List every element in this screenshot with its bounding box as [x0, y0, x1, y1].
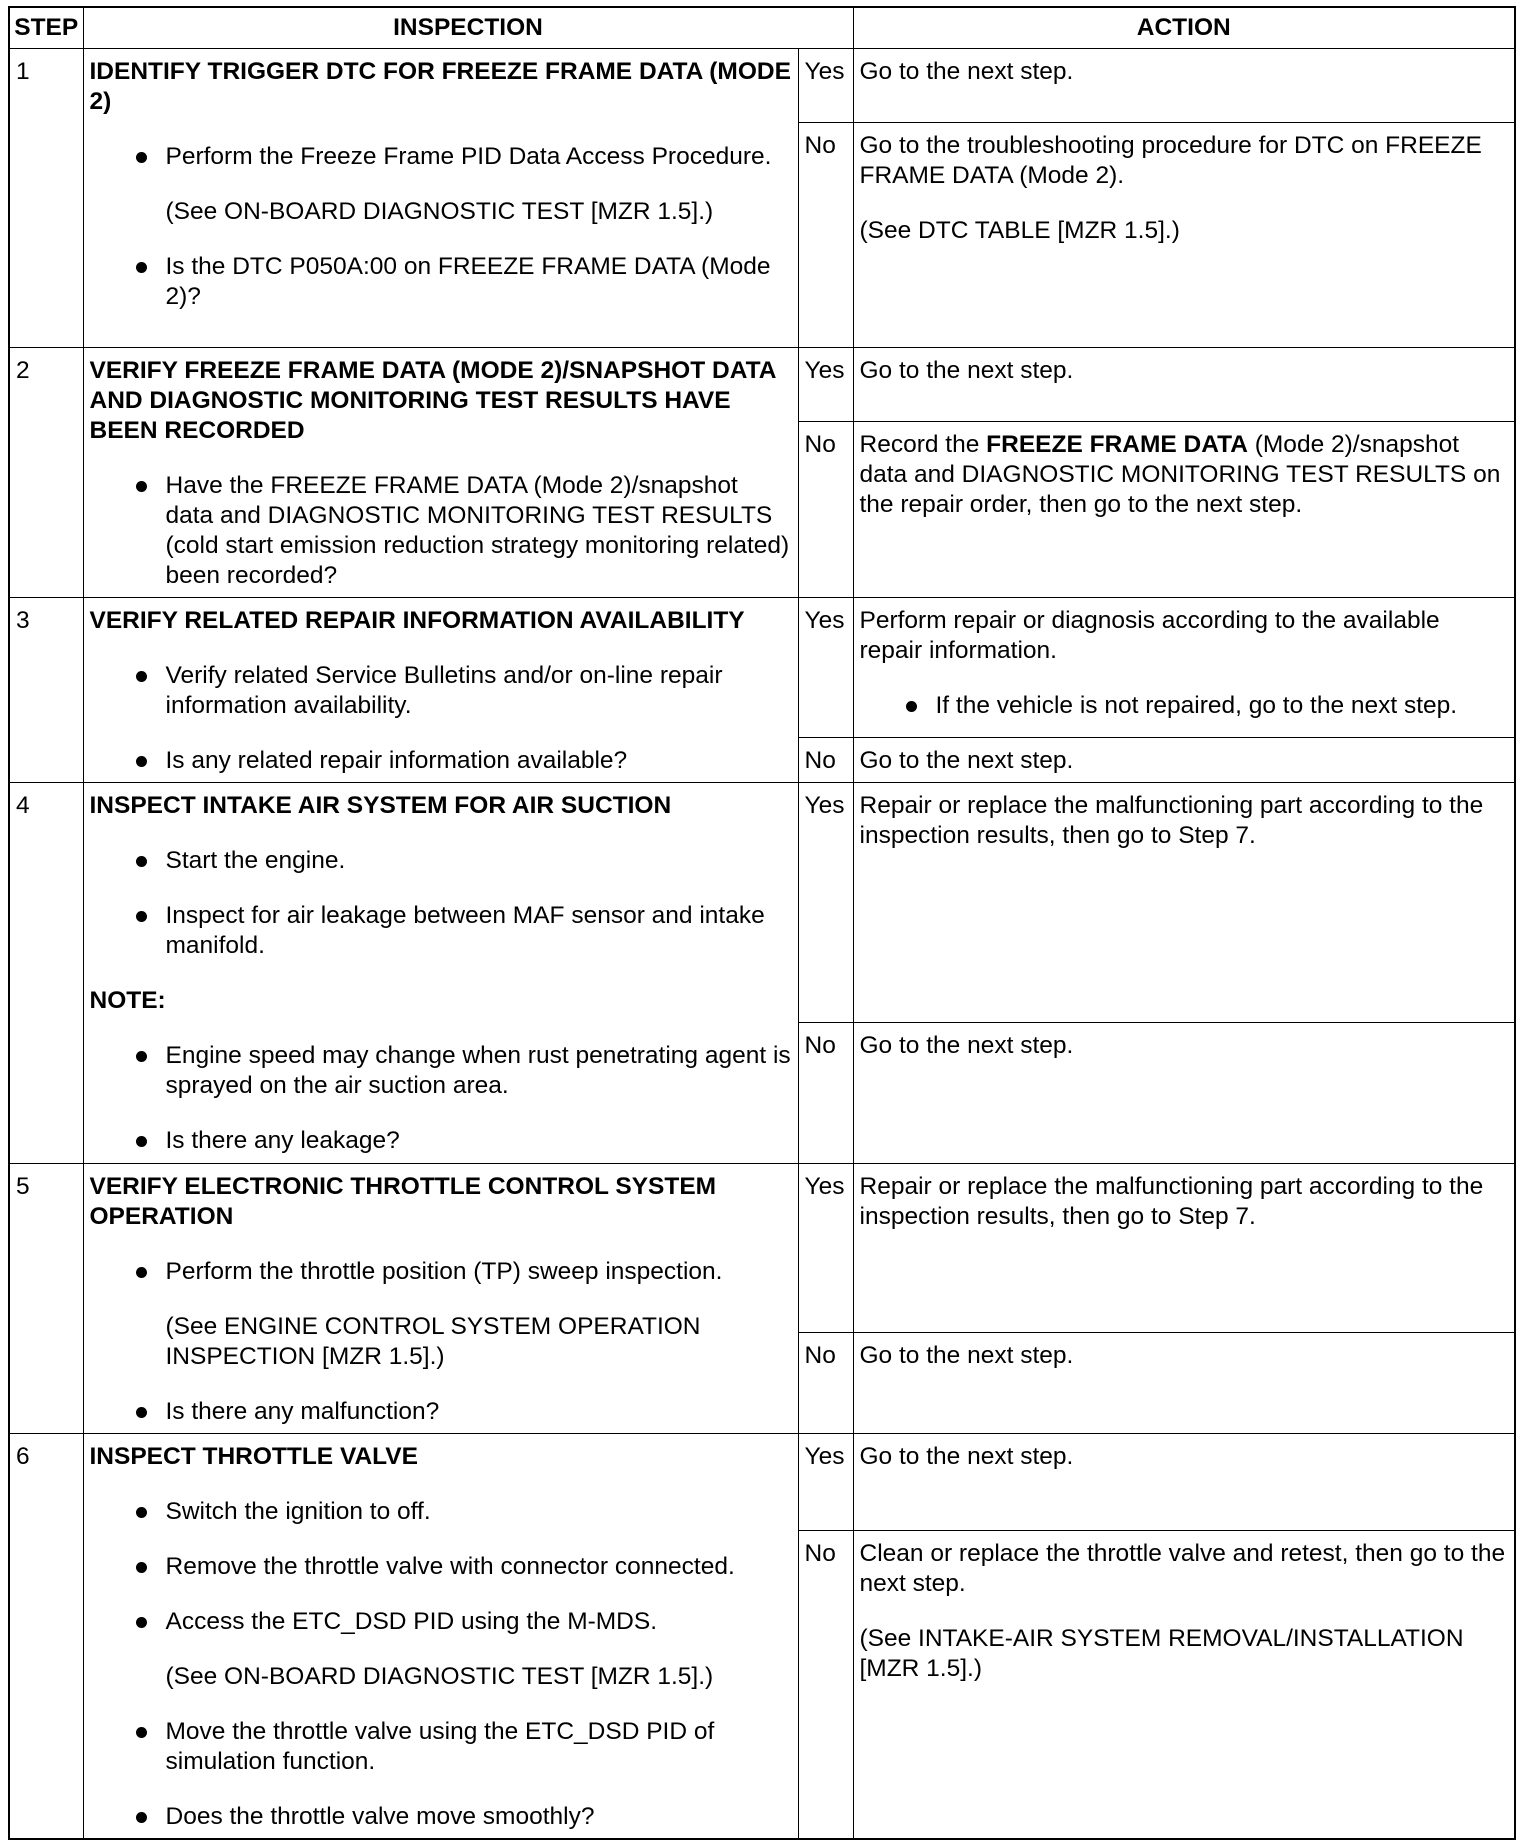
action-text-bold: FREEZE FRAME DATA [986, 430, 1248, 458]
inspection-cell [83, 783, 798, 1164]
step-title: INSPECT INTAKE AIR SYSTEM FOR AIR SUCTION [89, 792, 672, 819]
no-action [853, 737, 1515, 783]
no-label: No [798, 1530, 853, 1839]
inspection-bullet: Verify related Service Bulletins and/or on-line repair information availability. [90, 661, 792, 721]
yes-action [853, 49, 1515, 123]
yes-action [853, 1434, 1515, 1531]
no-label: No [798, 1023, 853, 1164]
no-label: No [798, 421, 853, 597]
diagnostic-table [8, 6, 1516, 1840]
action-text: Perform repair or diagnosis according to the available repair information. [859, 607, 1440, 664]
no-action [853, 1023, 1515, 1164]
action-text: Go to the troubleshooting procedure for DTC on FREEZE FRAME DATA (Mode 2). [859, 132, 1482, 189]
no-label: No [798, 123, 853, 348]
inspection-cell [83, 348, 798, 598]
action-bullet: If the vehicle is not repaired, go to the next step. [860, 691, 1509, 721]
diagnostic-procedure-document [8, 6, 1514, 1840]
inspection-cell [83, 49, 798, 348]
yes-label: Yes [798, 783, 853, 1023]
inspection-cell [83, 598, 798, 783]
action-text: Go to the next step. [859, 1032, 1074, 1059]
step-number: 1 [9, 49, 83, 348]
step-title: VERIFY FREEZE FRAME DATA (MODE 2)/SNAPSHOT DATA AND DIAGNOSTIC MONITORING TEST RESULTS HAVE BEEN RECORDED [89, 357, 776, 444]
inspection-cell [83, 1434, 798, 1840]
table-row [9, 49, 1515, 123]
action-reference: (See DTC TABLE [MZR 1.5].) [859, 217, 1180, 244]
step-title: VERIFY ELECTRONIC THROTTLE CONTROL SYSTEM OPERATION [89, 1173, 717, 1230]
action-text: Go to the next step. [859, 1341, 1074, 1369]
action-reference: (See INTAKE-AIR SYSTEM REMOVAL/INSTALLATION [MZR 1.5].) [859, 1624, 1464, 1682]
inspection-bullet: Access the ETC_DSD PID using the M-MDS. [90, 1607, 792, 1637]
no-label: No [798, 737, 853, 783]
inspection-bullet: Perform the Freeze Frame PID Data Access Procedure. [90, 142, 792, 172]
inspection-bullet: Is any related repair information available? [90, 746, 792, 776]
yes-label: Yes [798, 598, 853, 738]
yes-action [853, 598, 1515, 738]
inspection-bullet: Move the throttle valve using the ETC_DSD PID of simulation function. [90, 1717, 792, 1777]
no-action [853, 421, 1515, 597]
header-action: ACTION [853, 7, 1515, 49]
action-text: Repair or replace the malfunctioning part according to the inspection results, then go to Step 7. [859, 1173, 1484, 1230]
inspection-bullet: Is there any leakage? [90, 1126, 792, 1156]
yes-label: Yes [798, 348, 853, 422]
yes-label: Yes [798, 1434, 853, 1531]
step-number: 4 [9, 783, 83, 1164]
inspection-bullet: Remove the throttle valve with connector connected. [90, 1552, 792, 1582]
inspection-bullet: Is the DTC P050A:00 on FREEZE FRAME DATA (Mode 2)? [90, 252, 792, 312]
step-number: 2 [9, 348, 83, 598]
step-number: 5 [9, 1164, 83, 1434]
header-step: STEP [9, 7, 83, 49]
action-text: Repair or replace the malfunctioning part according to the inspection results, then go to Step 7. [859, 792, 1484, 849]
no-action [853, 123, 1515, 348]
table-row [9, 783, 1515, 1023]
action-text-post: (Mode 2)/snapshot data and DIAGNOSTIC MONITORING TEST RESULTS on the repair order, then go to the next step. [859, 430, 1501, 518]
inspection-bullet: Perform the throttle position (TP) sweep inspection. [90, 1257, 792, 1287]
inspection-bullet: Have the FREEZE FRAME DATA (Mode 2)/snapshot data and DIAGNOSTIC MONITORING TEST RESULTS (cold start emission reduction strategy monitoring related) been recorded? [90, 471, 792, 591]
step-title: VERIFY RELATED REPAIR INFORMATION AVAILABILITY [89, 607, 745, 634]
step-title: INSPECT THROTTLE VALVE [89, 1443, 418, 1470]
inspection-bullet: Is there any malfunction? [90, 1397, 792, 1427]
step-title: IDENTIFY TRIGGER DTC FOR FREEZE FRAME DATA (MODE 2) [89, 58, 791, 115]
no-label: No [798, 1332, 853, 1433]
table-row [9, 348, 1515, 422]
step-number: 3 [9, 598, 83, 783]
note-label: NOTE: [89, 987, 166, 1014]
header-inspection: INSPECTION [83, 7, 853, 49]
yes-label: Yes [798, 1164, 853, 1333]
step-number: 6 [9, 1434, 83, 1840]
action-text: Go to the next step. [859, 746, 1074, 774]
inspection-reference: (See ON-BOARD DIAGNOSTIC TEST [MZR 1.5].) [165, 1663, 714, 1690]
action-text: Go to the next step. [859, 58, 1074, 85]
table-row [9, 598, 1515, 738]
inspection-bullet: Switch the ignition to off. [90, 1497, 792, 1527]
no-action [853, 1332, 1515, 1433]
action-text: Go to the next step. [859, 357, 1074, 384]
table-row [9, 1434, 1515, 1531]
inspection-reference: (See ON-BOARD DIAGNOSTIC TEST [MZR 1.5].) [165, 198, 714, 225]
inspection-bullet: Engine speed may change when rust penetrating agent is sprayed on the air suction area. [90, 1041, 792, 1101]
yes-action [853, 783, 1515, 1023]
no-action [853, 1530, 1515, 1839]
inspection-bullet: Does the throttle valve move smoothly? [90, 1802, 792, 1832]
inspection-bullet: Start the engine. [90, 846, 792, 876]
action-text: Clean or replace the throttle valve and retest, then go to the next step. [859, 1539, 1506, 1597]
yes-action [853, 348, 1515, 422]
action-text [860, 430, 1509, 520]
action-text: Go to the next step. [859, 1443, 1074, 1470]
inspection-reference: (See ENGINE CONTROL SYSTEM OPERATION INSPECTION [MZR 1.5].) [165, 1313, 701, 1370]
inspection-cell [83, 1164, 798, 1434]
yes-label: Yes [798, 49, 853, 123]
yes-action [853, 1164, 1515, 1333]
table-row [9, 1164, 1515, 1333]
inspection-bullet: Inspect for air leakage between MAF sensor and intake manifold. [90, 901, 792, 961]
action-text-pre: Record the [859, 430, 987, 458]
table-header-row [9, 7, 1515, 49]
